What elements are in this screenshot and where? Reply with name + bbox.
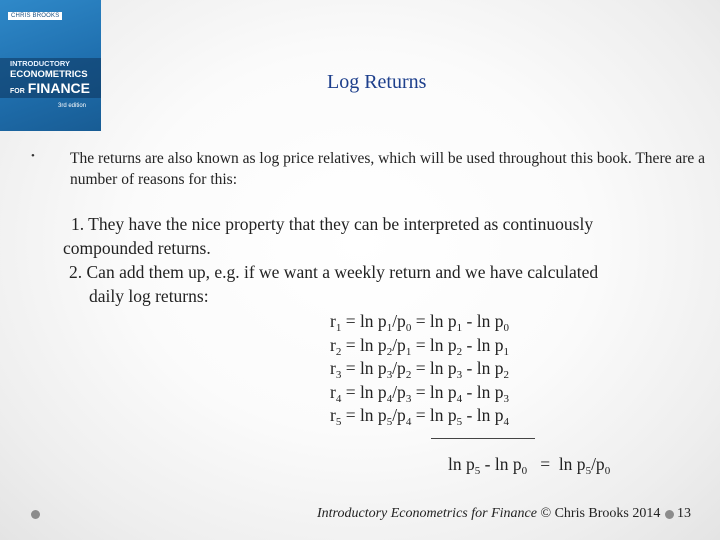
footer-credit: © Chris Brooks 2014 (536, 506, 661, 521)
equation-line: $r_1 = \ln p_1/p_0 = \ln p_1 - \ln p_0$ (330, 311, 509, 334)
footer-dot-right (665, 510, 674, 519)
cover-title-line2: ECONOMETRICS (10, 69, 88, 80)
bullet-marker: • (31, 150, 35, 162)
slide-title: Log Returns (327, 71, 427, 93)
result-equation: $\ln p_5 - \ln p_0 = \ln p_5/p_0$ (448, 454, 611, 477)
cover-title-line1: INTRODUCTORY (10, 59, 70, 68)
footer-dot-left (31, 510, 40, 519)
footer-source: Introductory Econometrics for Finance (317, 506, 537, 521)
equation-line: $r_4 = \ln p_4/p_3 = \ln p_4 - \ln p_3$ (330, 381, 509, 405)
sum-rule (431, 438, 535, 439)
point-two (63, 260, 713, 308)
equation-line: $r_5 = \ln p_5/p_4 = \ln p_5 - \ln p_4$ (330, 405, 509, 428)
point-one (63, 212, 713, 260)
footer-citation (317, 506, 660, 522)
cover-publisher: CHRIS BROOKS (8, 12, 62, 20)
equation-line: $r_3 = \ln p_3/p_2 = \ln p_3 - \ln p_2$ (330, 358, 509, 381)
point-one-line1: 1. They have the nice property that they can be interpreted as continuously (71, 214, 594, 234)
cover-title-line3 (10, 81, 90, 95)
intro-paragraph: The returns are also known as log price relatives, which will be used throughout this book. There are a number of reasons for this: (70, 150, 706, 188)
book-cover-image (0, 0, 101, 131)
point-two-line2: daily log returns: (89, 286, 209, 306)
point-one-line2: compounded returns. (63, 238, 211, 258)
page-number: 13 (677, 506, 691, 521)
cover-title-prefix: FOR (10, 88, 25, 95)
point-two-line1: 2. Can add them up, e.g. if we want a weekly return and we have calculated (69, 262, 599, 282)
equation-block (330, 310, 509, 428)
cover-edition: 3rd edition (58, 103, 87, 109)
cover-title-main: FINANCE (27, 80, 91, 96)
equation-line: $r_2 = \ln p_2/p_1 = \ln p_2 - \ln p_1$ (330, 334, 509, 358)
